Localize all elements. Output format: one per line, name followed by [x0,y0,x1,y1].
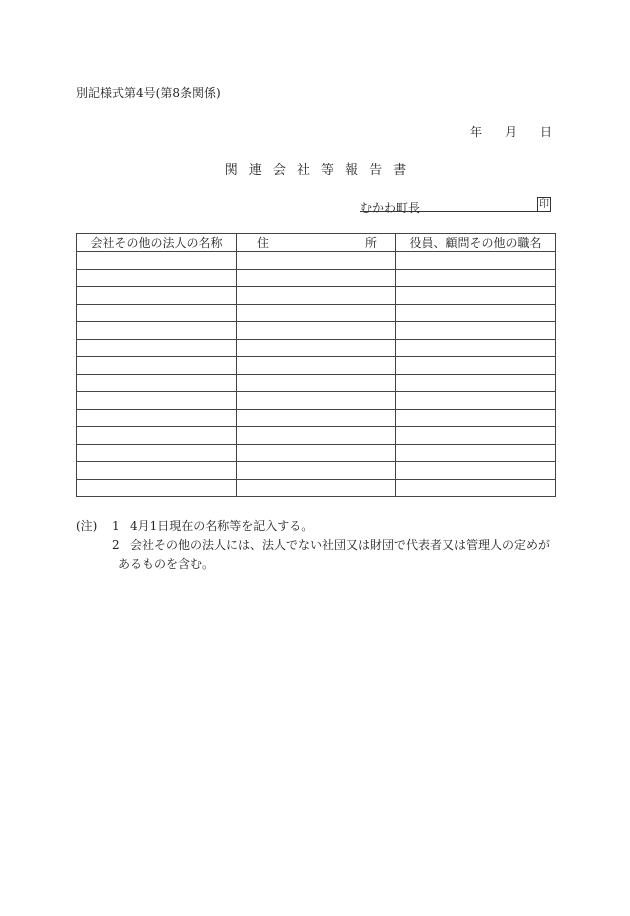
company-name-cell[interactable] [77,462,237,480]
note-item-1 [112,517,313,536]
company-name-cell[interactable] [77,427,237,445]
position-cell[interactable] [396,322,556,340]
company-name-cell[interactable] [77,409,237,427]
date-month-label: 月 [505,125,518,139]
address-cell[interactable] [237,479,396,497]
table-row [77,444,556,462]
position-cell[interactable] [396,427,556,445]
company-name-cell[interactable] [77,304,237,322]
table-row [77,304,556,322]
note-text: 会社その他の法人には、法人でない社団又は財団で代表者又は管理人の定めが [130,538,551,552]
notes-label: (注) [76,519,98,533]
position-cell[interactable] [396,392,556,410]
note-item-2 [112,536,550,555]
company-name-cell[interactable] [77,479,237,497]
position-cell[interactable] [396,357,556,375]
company-name-cell[interactable] [77,339,237,357]
table-row [77,392,556,410]
column-header-address [237,234,396,252]
addressee-underline [360,211,538,212]
position-cell[interactable] [396,287,556,305]
table-row [77,357,556,375]
address-cell[interactable] [237,427,396,445]
column-header-address-part2: 所 [364,236,377,250]
table-row [77,269,556,287]
address-cell[interactable] [237,304,396,322]
address-cell[interactable] [237,339,396,357]
company-name-cell[interactable] [77,287,237,305]
table-row [77,462,556,480]
report-table [76,233,556,497]
date-day-label: 日 [540,125,553,139]
address-cell[interactable] [237,252,396,270]
company-name-cell[interactable] [77,252,237,270]
table-row [77,479,556,497]
address-cell[interactable] [237,392,396,410]
addressee: むかわ町長 [360,201,421,215]
date-year-label: 年 [470,125,483,139]
address-cell[interactable] [237,269,396,287]
table-header-row [77,234,556,252]
position-cell[interactable] [396,252,556,270]
column-header-position: 役員、顧問その他の職名 [396,234,556,252]
page-title: 関連会社等報告書 [224,163,418,178]
note-number: 1 [112,519,120,533]
address-cell[interactable] [237,322,396,340]
column-header-address-part1: 住 [257,236,270,250]
position-cell[interactable] [396,462,556,480]
form-reference: 別記様式第4号(第8条関係) [76,86,221,100]
table-row [77,339,556,357]
company-name-cell[interactable] [77,374,237,392]
column-header-company-name: 会社その他の法人の名称 [77,234,237,252]
table-row [77,252,556,270]
note-text: 4月1日現在の名称等を記入する。 [130,519,314,533]
address-cell[interactable] [237,357,396,375]
position-cell[interactable] [396,269,556,287]
company-name-cell[interactable] [77,269,237,287]
company-name-cell[interactable] [77,322,237,340]
table-row [77,322,556,340]
address-cell[interactable] [237,444,396,462]
table-row [77,287,556,305]
position-cell[interactable] [396,304,556,322]
position-cell[interactable] [396,479,556,497]
address-cell[interactable] [237,374,396,392]
table-row [77,409,556,427]
position-cell[interactable] [396,444,556,462]
address-cell[interactable] [237,462,396,480]
position-cell[interactable] [396,339,556,357]
table-body [77,252,556,497]
company-name-cell[interactable] [77,444,237,462]
table-row [77,374,556,392]
company-name-cell[interactable] [77,392,237,410]
seal-box: 印 [539,199,549,210]
position-cell[interactable] [396,374,556,392]
table-row [77,427,556,445]
company-name-cell[interactable] [77,357,237,375]
note-item-2-continuation: あるものを含む。 [118,557,215,571]
address-cell[interactable] [237,287,396,305]
position-cell[interactable] [396,409,556,427]
address-cell[interactable] [237,409,396,427]
note-number: 2 [112,538,120,552]
